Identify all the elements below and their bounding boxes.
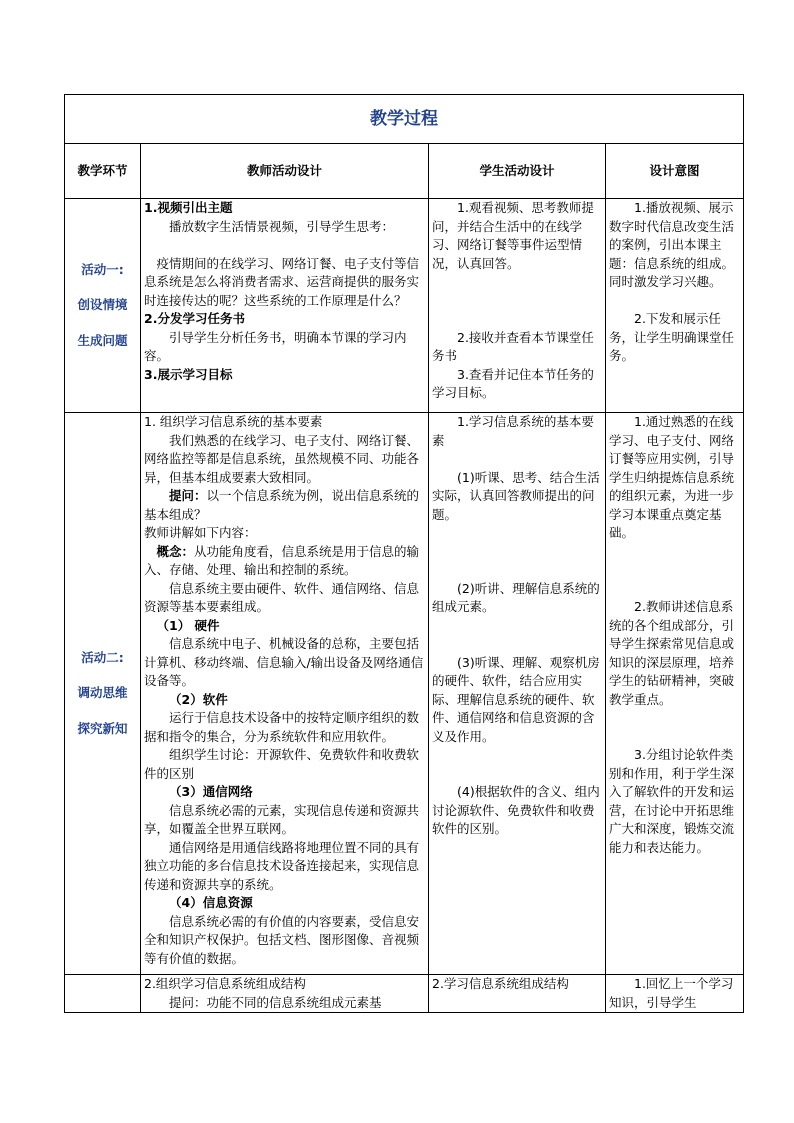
teacher-cell-activity-3	[141, 975, 429, 1013]
stage-activity-1	[65, 199, 141, 413]
question-label: 提问：	[169, 488, 207, 503]
student-text: (3)听课、理解、观察机房的硬件、软件，结合应用实际、理解信息系统的硬件、软件、通信网络和信息资源的含义及作用。	[432, 654, 600, 744]
teacher-subheading: （4）信息资源	[169, 895, 253, 910]
intent-text: 3.分组讨论软件类别和作用，利于学生深入了解软件的开发和运营，在讨论中开拓思维广大和深度，锻炼交流能力和表达能力。	[609, 747, 735, 855]
teacher-heading: 2.分发学习任务书	[144, 311, 245, 326]
teacher-text: 组织学生讨论：开源软件、免费软件和收费软件的区别	[144, 747, 420, 781]
student-text: 3.查看并记住本节任务的学习目标。	[432, 366, 594, 400]
intent-cell-activity-3	[606, 975, 744, 1013]
teacher-heading: 1.视频引出主题	[144, 200, 233, 215]
student-cell-activity-2	[429, 413, 606, 975]
intent-text: 同时激发学习兴趣。	[609, 274, 722, 289]
student-text: 2.学习信息系统组成结构	[432, 976, 569, 991]
teacher-text: 提问：功能不同的信息系统组成元素基	[169, 994, 382, 1010]
intent-text: 1.播放视频、展示数字时代信息改变生活的案例，引出本课主题：信息系统的组成。	[609, 200, 735, 271]
header-student: 学生活动设计	[429, 144, 606, 199]
concept-label: 概念：	[156, 543, 195, 559]
student-text: (2)听讲、理解信息系统的组成元素。	[432, 580, 600, 614]
student-text: 1.观看视频、思考教师提问，并结合生活中的在线学习、网络订餐等事件运型情况，认真回答。	[432, 200, 594, 271]
teacher-text: 引导学生分析任务书，明确本节课的学习内容。	[144, 329, 407, 363]
teacher-text: 从功能角度看，信息系统是用于信息的输入、存储、处理、输出和控制的系统。	[144, 543, 420, 577]
teacher-text: 教师讲解如下内容：	[144, 525, 257, 540]
teacher-heading: 1. 组织学习信息系统的基本要素	[144, 414, 323, 429]
stage-label: 调动思维	[77, 685, 128, 701]
intent-text: 2.教师讲述信息系统的各个组成部分，引导学生探索常见信息或知识的深层原理，培养学生的钻研精神，突破教学重点。	[609, 599, 735, 707]
table-title: 教学过程	[65, 95, 744, 144]
teacher-text: 信息系统主要由硬件、软件、通信网络、信息资源等基本要素组成。	[144, 580, 420, 614]
teacher-text: 疫情期间的在线学习、网络订餐、电子支付等信息系统是怎么将消费者需求、运营商提供的服务实时连接传达的呢？这些系统的工作原理是什么？	[144, 255, 420, 308]
teacher-subheading: （3）通信网络	[169, 784, 253, 799]
intent-cell-activity-1	[606, 199, 744, 413]
teacher-text: 通信网络是用通信线路将地理位置不同的具有独立功能的多台信息技术设备连接起来，实现信息传递和资源共享的系统。	[144, 839, 420, 892]
teacher-text: 运行于信息技术设备中的按特定顺序组织的数据和指令的集合，分为系统软件和应用软件。	[144, 710, 420, 744]
teacher-text: 以一个信息系统为例，说出信息系统的基本组成？	[144, 488, 420, 522]
header-teacher: 教师活动设计	[141, 144, 429, 199]
teacher-heading: 3.展示学习目标	[144, 366, 233, 382]
header-stage: 教学环节	[65, 144, 141, 199]
stage-label: 探究新知	[77, 720, 128, 736]
header-intent: 设计意图	[606, 144, 744, 199]
student-text: (1)听课、思考、结合生活实际，认真回答教师提出的问题。	[432, 469, 600, 522]
teacher-cell-activity-1	[141, 199, 429, 413]
stage-label: 生成问题	[77, 332, 128, 348]
teacher-text: 我们熟悉的在线学习、电子支付、网络订餐、网络监控等都是信息系统，虽然规模不同、功能各异，但基本组成要素大致相同。	[144, 432, 420, 485]
teacher-cell-activity-2	[141, 413, 429, 975]
intent-text: 1.回忆上一个学习知识，引导学生	[609, 976, 734, 1010]
student-text: 2.接收并查看本节课堂任务书	[432, 329, 594, 363]
teacher-text: 信息系统必需的有价值的内容要素，受信息安全和知识产权保护。包括文档、图形图像、音视频等有价值的数据。	[144, 913, 420, 966]
student-text: 1.学习信息系统的基本要素	[432, 414, 594, 448]
student-text: (4)根据软件的含义、组内讨论源软件、免费软件和收费软件的区别。	[432, 784, 600, 836]
teacher-subheading: （1） 硬件	[156, 617, 220, 633]
teaching-process-table	[64, 94, 744, 1013]
intent-text: 2.下发和展示任务，让学生明确课堂任务。	[609, 311, 735, 363]
intent-text: 1.通过熟悉的在线学习、电子支付、网络订餐等应用实例，引导学生归纳提炼信息系统的组织元素，为进一步学习本课重点奠定基础。	[609, 414, 735, 540]
teacher-text: 信息系统中电子、机械设备的总称，主要包括计算机、移动终端、信息输入/输出设备及网络通信设备等。	[144, 636, 424, 688]
stage-label: 创设情境	[77, 297, 128, 313]
stage-activity-2	[65, 413, 141, 975]
student-cell-activity-3	[429, 975, 606, 1013]
stage-activity-3	[65, 975, 141, 1013]
student-cell-activity-1	[429, 199, 606, 413]
teacher-heading: 2.组织学习信息系统组成结构	[144, 976, 306, 991]
intent-cell-activity-2	[606, 413, 744, 975]
teacher-subheading: （2）软件	[169, 691, 228, 707]
stage-label: 活动二:	[81, 649, 124, 665]
stage-label: 活动一:	[81, 261, 124, 277]
teacher-text: 信息系统必需的元素，实现信息传递和资源共享，如覆盖全世界互联网。	[144, 802, 420, 836]
teacher-text: 播放数字生活情景视频，引导学生思考：	[169, 218, 395, 234]
